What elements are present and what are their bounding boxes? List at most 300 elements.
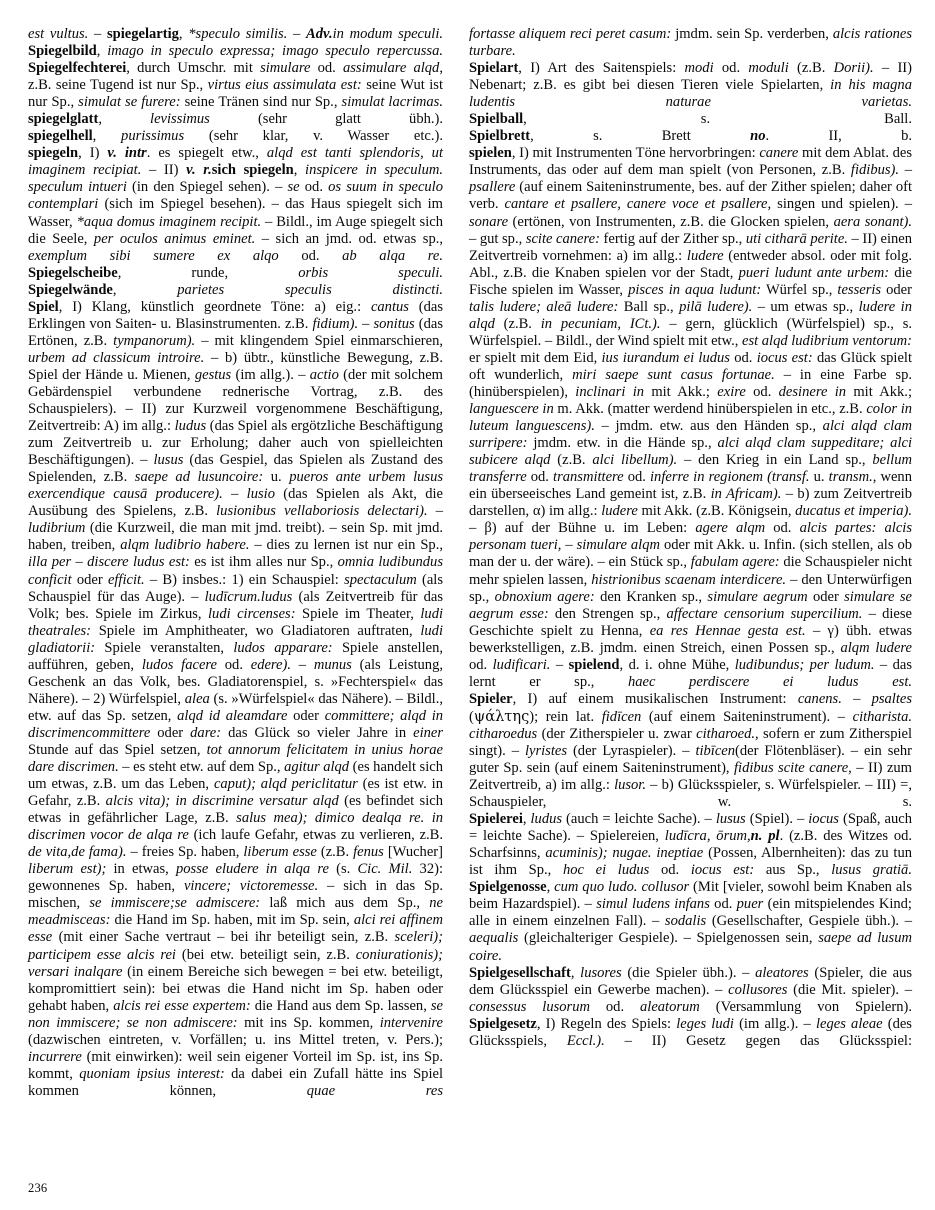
latin-gloss: salus mea); dimico dealqa re. in discrimen vocor de alqa re [28, 810, 444, 844]
entry-headword: spielend [568, 656, 620, 673]
german-text: (als Zeitvertreib für das Volk; bes. Spiele im Zirkus, [28, 588, 443, 622]
german-text: (der Flötenbläser). – ein sehr guter Sp. sein (auf einem Saiteninstrument), [469, 742, 912, 777]
latin-gloss: histrionibus scaenam interdicere. [591, 571, 787, 588]
german-text: u. [263, 469, 290, 486]
latin-gloss: levissimus [150, 111, 210, 128]
german-text: , [546, 879, 555, 896]
latin-gloss: talis ludere; aleā ludere: [469, 298, 619, 315]
latin-gloss: simulare aegrum [707, 588, 808, 605]
german-text: mit ins Sp. kommen, [237, 1014, 380, 1031]
latin-gloss: consessus lusorum [469, 998, 590, 1015]
german-text: od. [623, 469, 651, 486]
german-text: (z.B. [788, 60, 834, 77]
german-text: (das Gespiel, das Spielen als Zustand des Spielenden, z.B. [28, 452, 443, 486]
german-text: die Fische spielen im Wasser, [469, 264, 912, 298]
german-text: ( [469, 708, 474, 725]
german-text: jmdm. sein Sp. verderben, [671, 26, 833, 42]
latin-gloss: in pecuniam, ICt.). [540, 315, 661, 332]
german-text: (das Spielen als Akt, die Ausübung des Spielens, z.B. [28, 486, 443, 520]
latin-gloss: alci alqd clam surripere: [469, 418, 912, 452]
latin-gloss: ludi gladiatorii: [28, 622, 443, 656]
german-text: od. [299, 179, 329, 196]
german-text: – [88, 26, 107, 42]
german-text: od. [649, 862, 691, 879]
right-text-column [469, 26, 912, 1050]
german-text: singen und spielen). – [771, 196, 912, 213]
german-text: – sich in das Sp. mischen, [28, 878, 443, 912]
latin-gloss: posse eludere in alqa re [175, 861, 329, 878]
latin-gloss: agitur alqd [284, 759, 350, 776]
german-text: od. [765, 520, 800, 537]
entry-headword: Spielgesetz [469, 1015, 537, 1032]
latin-gloss: lusionibus vellaboriosis delectari). [216, 503, 428, 520]
german-text: – [899, 162, 913, 179]
german-text: , durch Umschr. mit [126, 60, 261, 77]
latin-gloss: pilā ludere). [679, 298, 753, 315]
latin-gloss: alea [184, 690, 210, 707]
german-text: seine Tränen sind nur Sp., [180, 94, 342, 111]
entry-continuation [469, 26, 912, 60]
german-text: , [98, 111, 151, 128]
german-text: – in eine Farbe sp. (hinüberspielen), [469, 366, 912, 400]
german-text: – II) Nebenart; z.B. es gibt bei diesen Tieren viele Spielarten, [469, 60, 912, 94]
german-text: (das Erklingen von Saiten- u. Blasinstrumenten. z.B. [28, 298, 443, 332]
german-text: (sich im Spiegel besehen). – das Haus spiegelt sich im Wasser, [28, 196, 443, 230]
latin-gloss: no [750, 128, 766, 145]
entry-headword: Spielgesellschaft [469, 964, 571, 981]
latin-gloss: efficit. [107, 571, 145, 588]
latin-gloss: cantus [370, 298, 409, 315]
latin-gloss: ludos facere [141, 656, 217, 673]
german-text: – jmdm. etw. aus den Händen sp., [594, 418, 823, 435]
entry-headword: Spiegelfechterei [28, 60, 127, 77]
latin-gloss: assimulare alqd [342, 60, 440, 77]
latin-gloss: lusus gratiā. [831, 862, 912, 879]
german-text: (im allg.). – [231, 366, 310, 383]
german-text: den Kranken sp., [594, 588, 708, 605]
dictionary-entry [28, 282, 443, 299]
entry-headword: Spielerei [469, 811, 523, 828]
german-text: (mit einwirken): weil sein eigener Vorteil im Sp. ist, ins Sp. kommt, [28, 1048, 443, 1082]
german-text: – den Unterwürfigen sp., [469, 571, 912, 605]
german-text: (ertönen, von Instrumenten, z.B. die Glocken spielen, [508, 213, 834, 230]
latin-gloss: hoc ei ludus [562, 862, 650, 879]
german-text: , [112, 281, 178, 298]
german-text: (es befindet sich etwas in gefährlicher Lage, z.B. [28, 793, 443, 827]
german-text: es ist ihm alles nur Sp., [189, 554, 338, 571]
latin-gloss: ludibundus; per ludum. [734, 656, 875, 673]
latin-gloss: alci rei affinem esse [28, 912, 443, 946]
latin-gloss: *aqua domus imaginem recipit. [76, 213, 262, 230]
latin-gloss: desinere in [778, 383, 847, 400]
latin-gloss: orbis speculi. [298, 264, 443, 281]
german-text: od. [278, 247, 343, 264]
latin-gloss: ludīcrum.ludus [204, 588, 293, 605]
latin-gloss: v. r. [186, 162, 212, 179]
dictionary-entry [469, 128, 912, 145]
german-text: – II) Gesetz gegen das Glücksspiel: [604, 1032, 912, 1049]
latin-gloss: ludere [601, 503, 638, 520]
latin-gloss: tympanorum). [113, 332, 196, 349]
german-text: od. [709, 896, 737, 913]
german-text: Spiele veranstalten, [95, 639, 234, 656]
german-text: – β) auf der Bühne u. im Leben: [469, 520, 696, 537]
latin-gloss: sceleri); participem esse alcis rei [28, 929, 443, 963]
latin-gloss: Cic. Mil. [357, 861, 413, 878]
german-text: mit dem Ablat. des Instruments, das oder auf dem man spielt (von Personen, z.B. [469, 145, 913, 179]
latin-gloss: simulare se aegrum esse: [469, 588, 912, 622]
entry-headword: Spielbrett [469, 128, 531, 145]
dictionary-entry [28, 145, 443, 264]
latin-gloss: lusor. [614, 777, 646, 794]
german-text: (z.B. [494, 315, 541, 332]
latin-gloss: *speculo similis. [188, 26, 288, 42]
dictionary-entry [28, 43, 443, 60]
german-text: , [178, 26, 189, 42]
german-text: (z.B. [550, 452, 593, 469]
german-text: – b) Glücksspieler, s. Würfelspieler. – III) =, Schauspieler, w. s. [469, 777, 912, 811]
latin-gloss: einer [413, 724, 444, 741]
german-text: – um etwas sp., [752, 298, 859, 315]
latin-gloss: tesseris [837, 281, 882, 298]
latin-gloss: intervenire [379, 1014, 443, 1031]
german-text: Spiele im Amphitheater, wo Gladiatoren auftraten, [91, 622, 421, 639]
german-text: (ein mitspielendes Kind; alle in einem einzelnen Fall). – [469, 896, 912, 930]
german-text: Stunde auf das Spiel setzen, [28, 741, 207, 758]
text-columns [28, 26, 913, 1161]
german-text: – γ) übh. etwas bewerkstelligen, z.B. jmdm. einen Streich, einen Possen sp., [469, 622, 912, 656]
dictionary-entry [469, 811, 912, 879]
latin-gloss: alqm ludere [840, 639, 912, 656]
german-text: . (z.B. des Witzes od. Scharfsinns, [469, 828, 913, 862]
latin-gloss: fabulam agere: [690, 554, 780, 571]
latin-gloss: actio [309, 366, 339, 383]
latin-gloss: liberum esse [243, 844, 317, 861]
latin-gloss: Adv. [306, 26, 333, 42]
latin-gloss: affectare censorium supercilium. [666, 605, 863, 622]
latin-gloss: sonitus [373, 315, 415, 332]
latin-gloss: vincere; victoremesse. [183, 878, 319, 895]
latin-gloss: se immiscere;se admiscere: [89, 895, 261, 912]
latin-gloss: liberum est); [28, 861, 107, 878]
latin-gloss: simulare [260, 60, 311, 77]
german-text: (als Leistung, Geschenk an das Volk, bes. Gladiatorenspiel, s. »Fechterspiel« das Nähere). – 2) Würfelspiel, [28, 656, 443, 707]
latin-gloss: alci libellum). [592, 452, 678, 469]
latin-gloss: alcis rei esse expertem: [113, 997, 251, 1014]
latin-gloss: ludi theatrales: [28, 605, 444, 639]
latin-gloss: alci alqd clam suppeditare; alci subicere alqd [469, 435, 912, 469]
german-text: er spielt mit dem Eid, [469, 349, 602, 366]
entry-headword: Spielgenosse [469, 879, 547, 896]
german-text: fertig auf der Zither sp., [599, 230, 746, 247]
german-text: laß mich aus dem Sp., [260, 895, 430, 912]
latin-gloss: haec perdiscere ei ludus est. [627, 673, 912, 690]
german-text: (s. [328, 861, 358, 878]
german-text: , [570, 964, 581, 981]
latin-gloss: committere; alqd in discrimencommittere [28, 707, 444, 741]
latin-gloss: dare: [190, 724, 222, 741]
german-text: , z.B. seine Tugend ist nur Sp., [28, 60, 443, 94]
latin-gloss: bellum transferre [469, 452, 912, 486]
latin-gloss: ludere in alqd [469, 298, 912, 332]
german-text: (gleichalteriger Gespiele). – Spielgenossen sein, [518, 930, 819, 947]
latin-gloss: ludus [174, 418, 207, 435]
latin-gloss: n. pl [750, 828, 780, 845]
latin-gloss: de vita,de fama). [28, 844, 127, 861]
german-text: – B) insbes.: 1) ein Schauspiel: [144, 571, 345, 588]
german-text: (es ist etw. in Gefahr, z.B. [28, 776, 443, 810]
latin-gloss: aleatores [755, 964, 809, 981]
latin-gloss: iocus est: [756, 349, 813, 366]
latin-gloss: purissimus [121, 128, 185, 145]
german-text: , [92, 128, 122, 145]
latin-gloss: aleatorum [640, 998, 700, 1015]
german-text: (Versammlung von Spielern). [699, 998, 912, 1015]
german-text: (der Zitherspieler u. zwar [537, 725, 697, 742]
latin-gloss: lusores [580, 964, 622, 981]
german-text: od. [745, 383, 779, 400]
german-text: (z.B. [316, 844, 354, 861]
german-text: (Spiel). – [745, 811, 809, 828]
latin-gloss: alcis vita); in discrimine versatur alqd [105, 793, 339, 810]
latin-gloss: ludus [530, 811, 563, 828]
latin-gloss: simulat se furere: [78, 94, 181, 111]
german-text: od. [216, 656, 251, 673]
latin-gloss: se non immiscere; se non admiscere: [28, 997, 443, 1031]
latin-gloss: lusio [246, 486, 275, 503]
german-text: (die Spieler übh.). – [621, 964, 756, 981]
entry-headword: spiegeln [28, 145, 79, 162]
german-text: (des Glücksspiels, [469, 1015, 912, 1049]
german-text: oder [287, 707, 325, 724]
german-text: , [522, 811, 531, 828]
entry-headword: spielen [469, 145, 512, 162]
latin-gloss: gestus [194, 366, 232, 383]
latin-gloss: Dorii). [833, 60, 874, 77]
latin-gloss: fortasse aliquem reci peret casum: [469, 26, 672, 42]
german-text: u. [809, 469, 829, 486]
german-text: oder [807, 588, 845, 605]
german-text: (bei etw. beteiligt sein, z.B. [175, 946, 356, 963]
german-text: – b) übtr., künstliche Bewegung, z.B. Spiel der Hände u. Mienen, [28, 349, 444, 383]
german-text: – gern, glücklich (Würfelspiel) sp., s. Würfelspiel. – Bildl., der Wind spielt mit etw., [469, 315, 912, 349]
german-text: – [222, 486, 247, 503]
latin-gloss: spectaculum [344, 571, 417, 588]
dictionary-entry [469, 965, 912, 1016]
dictionary-entry [469, 111, 912, 128]
latin-gloss: canens. – psaltes [797, 690, 913, 707]
latin-gloss: ludibrium [28, 520, 86, 537]
latin-gloss: os suum in speculo contemplari [28, 179, 443, 213]
german-text: jmdm. etw. in die Hände sp., [527, 435, 718, 452]
entry-headword: spiegelhell [28, 128, 93, 145]
dictionary-entry [469, 1016, 912, 1050]
dictionary-entry [469, 145, 912, 691]
entry-headword: Spiel [28, 298, 59, 315]
german-text: Ball sp., [618, 298, 680, 315]
greek-gloss: ψάλτης [473, 707, 530, 725]
german-text: – II) [141, 162, 187, 179]
latin-gloss: ludīcra, ōrum, [664, 828, 751, 845]
latin-gloss: saepe ad lusum coire. [469, 930, 912, 964]
dictionary-entry [28, 265, 443, 282]
latin-gloss: acuminis); nugae. ineptiae [545, 845, 704, 862]
german-text: oder [150, 724, 191, 741]
german-text: od. [469, 656, 493, 673]
entry-headword: Spiegelbild [28, 43, 97, 60]
latin-gloss: tibīcen [695, 742, 736, 759]
dictionary-entry [28, 111, 443, 128]
german-text: da dabei ein Zufall hätte ins Spiel kommen können, [28, 1065, 443, 1099]
german-text: (s. »Würfelspiel« das Nähere). – Bildl., etw. auf das Sp. setzen, [28, 690, 443, 724]
entry-headword: Spiegelwände [28, 281, 113, 298]
german-text: od. [713, 60, 749, 77]
entry-headword: Spielart [469, 60, 519, 77]
german-text: (sehr glatt übh.). [209, 111, 443, 128]
latin-gloss: ius iurandum ei ludus [601, 349, 730, 366]
latin-gloss: leges aleae [816, 1015, 883, 1032]
latin-gloss: obnoxium agere: [494, 588, 595, 605]
german-text: aus Sp., [754, 862, 832, 879]
latin-gloss: omnia ludibundus conficit [28, 554, 443, 588]
german-text: (auf einem Saiteninstrumente, bes. auf der Zither spielen; daher oft verb. [469, 179, 912, 213]
german-text: , s. Brett [530, 128, 751, 145]
latin-gloss: aequalis [469, 930, 519, 947]
latin-gloss: caput); alqd periclitatur [213, 776, 358, 793]
latin-gloss: in modum speculi. [332, 26, 444, 42]
german-text: od. [310, 60, 343, 77]
latin-gloss: Eccl.). [566, 1032, 605, 1049]
german-text: oder mit Akk. u. Infin. (sich stellen, als ob man der u. der wäre). – ein Stück sp., [469, 537, 912, 571]
dictionary-entry [28, 60, 443, 111]
entry-headword: Spiegelscheibe [28, 264, 118, 281]
german-text: (es handelt sich um etwas, z.B. um das Leben, [28, 759, 443, 793]
entry-headword: Spieler [469, 690, 513, 707]
german-text: die Hand im Sp. haben, mit im Sp. sein, [110, 912, 354, 929]
latin-gloss: in Africam). [710, 486, 782, 503]
german-text: (im allg.). – [733, 1015, 816, 1032]
german-text: – gut sp., [469, 230, 526, 247]
german-text: – [291, 656, 314, 673]
german-text: (dazwischen eintreten, v. Vorfällen; u. ins Mittel treten, v. Pers.); [28, 1031, 443, 1048]
german-text: (entweder absol. oder mit folg. Abl., z.B. die Knaben spielen vor der Stadt, [469, 247, 912, 281]
german-text: seine Wut ist nur Sp., [28, 77, 443, 111]
left-text-column [28, 26, 443, 1100]
dictionary-entry [28, 128, 443, 145]
latin-gloss: alqm ludibrio habere. [120, 537, 250, 554]
german-text: , [96, 43, 108, 60]
german-text: mit Akk. (z.B. Königsein, [637, 503, 796, 520]
german-text: (in einem Bereiche sich bewegen = bei etw. beteiligt, kompromittiert sein): bei etwas die Hand nicht im Sp. haben oder gehabt haben, [28, 963, 443, 1014]
entry-headword: Spielball [469, 111, 524, 128]
latin-gloss: coniurationis); versari inalqare [28, 946, 443, 980]
latin-gloss: citharista. citharoedus [469, 708, 913, 742]
german-text: die Schauspieler nicht mehr spielen lassen, [469, 554, 912, 588]
german-text: , I) auf einem musikalischen Instrument: [512, 690, 798, 707]
latin-gloss: sonare [469, 213, 509, 230]
latin-gloss: canere [759, 145, 799, 162]
german-text: oder [71, 571, 108, 588]
german-text: – [427, 503, 443, 520]
latin-gloss: simulat lacrimas. [341, 94, 443, 111]
latin-gloss: illa per – discere ludus est: [28, 554, 190, 571]
german-text: wenn ein überseeisches Land gemeint ist, z.B. [469, 469, 912, 503]
german-text: od. [526, 469, 554, 486]
german-text: od. [729, 349, 757, 366]
german-text: (der mit solchem Gebärdenspiel verbundene rednerische Vortrag, z.B. des Schauspielers). – II) zur Kurzweil vorgenommene Beschäftigung, Zeitvertreib: A) im allg.: [28, 366, 443, 435]
latin-gloss: lusus [153, 452, 184, 469]
german-text: oder [881, 281, 912, 298]
german-text: (Gesellschafter, Gespiele übh.). – [706, 913, 912, 930]
latin-gloss: est alqd ludibrium ventorum: [742, 332, 912, 349]
latin-gloss: in his magna ludentis naturae varietas. [469, 77, 912, 111]
latin-gloss: quae res [306, 1082, 443, 1099]
latin-gloss: fidīcen [601, 708, 642, 725]
latin-gloss: fidibus scite canere, [734, 760, 852, 777]
latin-gloss: fidibus). [850, 162, 900, 179]
latin-gloss: leges ludi [676, 1015, 734, 1032]
german-text: (Spieler, die aus dem Glücksspiel ein Gewerbe machen). – [469, 964, 913, 998]
german-text: Spiele anstellen, aufführen, geben, [28, 639, 443, 673]
latin-gloss: puer [736, 896, 764, 913]
german-text: – II) einen Zeitvertreib vornehmen: a) im allg.: [469, 230, 912, 264]
german-text: (Spaß, auch = leichte Sache). – Spielereien, [469, 811, 913, 845]
latin-gloss: moduli [748, 60, 789, 77]
latin-gloss: citharoed., [696, 725, 759, 742]
german-text: – II) zum Zeitvertreib, a) im allg.: [469, 760, 912, 794]
german-text: (das Ertönen, z.B. [28, 315, 443, 349]
german-text: , I) mit Instrumenten Töne hervorbringen: [511, 145, 760, 162]
latin-gloss: lusus [715, 811, 746, 828]
latin-gloss: exemplum sibi sumere ex alqo [28, 247, 279, 264]
latin-gloss: munus [313, 656, 352, 673]
german-text: (auch = leichte Sache). – [562, 811, 716, 828]
german-text: sofern er zum Zitherspiel singt). – [469, 725, 913, 759]
latin-gloss: modi [684, 60, 714, 77]
dictionary-entry [469, 691, 912, 811]
latin-gloss: ludificari. [492, 656, 551, 673]
latin-gloss: imago in speculo expressa; imago speculo repercussa. [107, 43, 443, 60]
latin-gloss: pueri ludunt ante urbem: [738, 264, 890, 281]
german-text: – Bildl., im Auge spiegelt sich die Seele, [28, 213, 443, 247]
german-text: (in den Spiegel sehen). – [126, 179, 288, 196]
german-text: – mit klingendem Spiel einmarschieren, [195, 332, 443, 349]
german-text: in etwas, [106, 861, 176, 878]
german-text: . II, b. [765, 128, 912, 145]
german-text: (Mit [vieler, sowohl beim Knaben als beim Hazardspiel). – [469, 879, 913, 913]
latin-gloss: alcis partes: alcis personam tueri, – simulare alqm [469, 520, 912, 554]
german-text: ); rein lat. [529, 708, 602, 725]
latin-gloss: agere alqm [695, 520, 766, 537]
latin-gloss: sodalis [664, 913, 707, 930]
latin-gloss: ludere [686, 247, 724, 264]
german-text: (das Spiel als ergötzliche Beschäftigung zum Zeitvertreib u. zur Erholung; daher auch von spielleichten Beschäftigungen). – [28, 418, 443, 469]
german-text: Würfel sp., [761, 281, 838, 298]
latin-gloss: fenus [353, 844, 384, 861]
german-text: – diese Geschichte spielt zu Henna, [469, 605, 912, 639]
entry-continuation [28, 26, 443, 43]
latin-gloss: ea res Hennae gesta est. [649, 622, 806, 639]
latin-gloss: ducatus et imperia). [795, 503, 912, 520]
german-text: das Glück spielt oft wunderlich, [469, 349, 912, 383]
dictionary-entry [469, 60, 912, 111]
latin-gloss: iocus est: [690, 862, 755, 879]
latin-gloss: aera sonant). [833, 213, 912, 230]
german-text: , I) Regeln des Spiels: [536, 1015, 677, 1032]
latin-gloss: transmittere [553, 469, 624, 486]
german-text: (auf einem Saiteninstrument). – [641, 708, 853, 725]
german-text: , I) Art des Saitenspiels: [518, 60, 685, 77]
